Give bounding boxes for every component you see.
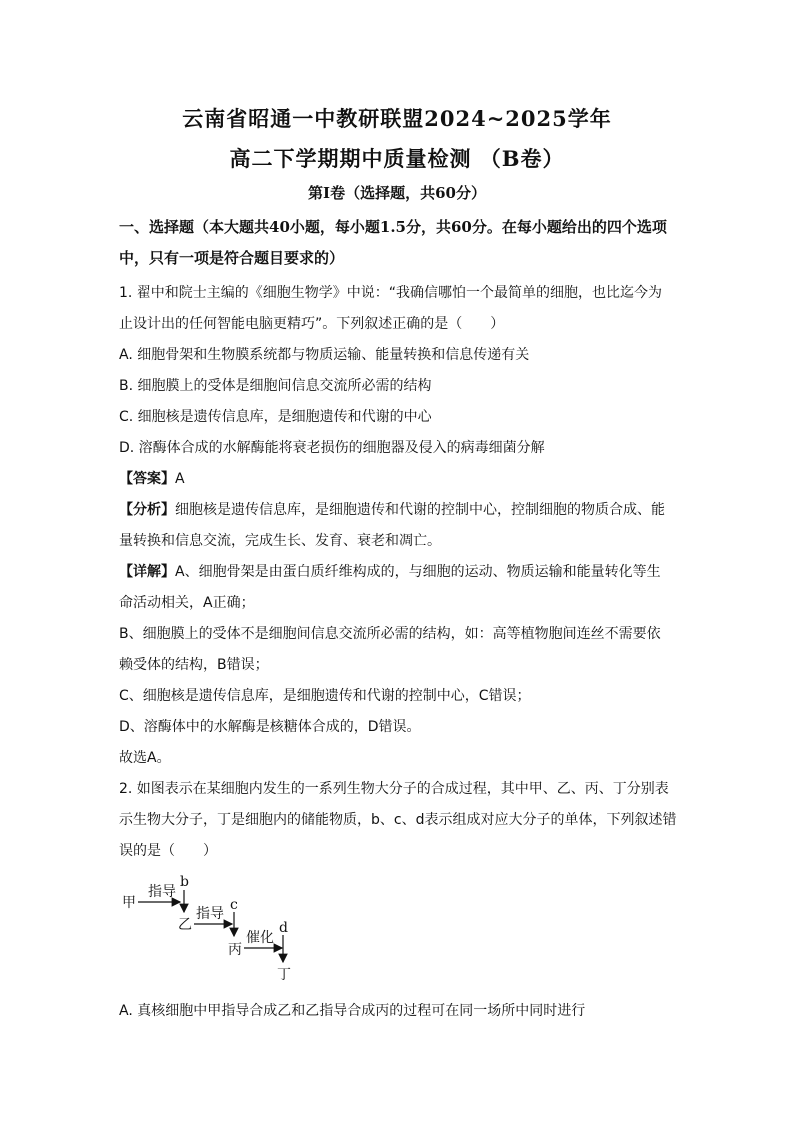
q2-option-a: A. 真核细胞中甲指导合成乙和乙指导合成丙的过程可在同一场所中同时进行 bbox=[119, 1003, 586, 1019]
node-jia: 甲 bbox=[122, 895, 136, 911]
q1-detail-line2: 命活动相关，A正确； bbox=[119, 595, 255, 611]
q1-option-c: C. 细胞核是遗传信息库，是细胞遗传和代谢的中心 bbox=[119, 409, 432, 425]
analysis-label: 【分析】 bbox=[119, 502, 175, 518]
answer-value: A bbox=[175, 471, 185, 487]
q1-answer bbox=[119, 468, 185, 488]
q1-detail-line5: C、细胞核是遗传信息库，是细胞遗传和代谢的控制中心，C错误； bbox=[119, 688, 531, 704]
q1-detail-line4: 赖受体的结构，B错误； bbox=[119, 657, 269, 673]
document-title: 云南省昭通一中教研联盟2024~2025学年 bbox=[182, 106, 612, 131]
q1-detail-line3: B、细胞膜上的受体不是细胞间信息交流所必需的结构，如：高等植物胞间连丝不需要依 bbox=[119, 626, 661, 642]
q1-stem-line2: 止设计出的任何智能电脑更精巧”。下列叙述正确的是（ ） bbox=[119, 316, 505, 332]
analysis-text: 细胞核是遗传信息库，是细胞遗传和代谢的控制中心，控制细胞的物质合成、能 bbox=[175, 502, 665, 518]
q2-stem-line2: 示生物大分子，丁是细胞内的储能物质，b、c、d表示组成对应大分子的单体，下列叙述错 bbox=[119, 812, 677, 828]
q1-analysis-line1 bbox=[119, 499, 665, 519]
section-label: 第Ⅰ卷（选择题，共60分） bbox=[308, 184, 486, 202]
node-yi: 乙 bbox=[178, 917, 192, 933]
monomer-b: b bbox=[180, 874, 189, 890]
monomer-d: d bbox=[279, 920, 288, 936]
q1-option-b: B. 细胞膜上的受体是细胞间信息交流所必需的结构 bbox=[119, 378, 432, 394]
q1-detail-line1 bbox=[119, 561, 661, 581]
label-guide-2: 指导 bbox=[196, 906, 224, 922]
synthesis-flow-diagram bbox=[122, 872, 322, 982]
q1-detail-line6: D、溶酶体中的水解酶是核糖体合成的，D错误。 bbox=[119, 719, 421, 735]
q1-analysis-line2: 量转换和信息交流，完成生长、发育、衰老和凋亡。 bbox=[119, 533, 441, 549]
q1-conclusion: 故选A。 bbox=[119, 750, 171, 766]
q2-stem-line1: 2. 如图表示在某细胞内发生的一系列生物大分子的合成过程，其中甲、乙、丙、丁分别表 bbox=[119, 781, 669, 797]
section-heading: 一、选择题（本大题共40小题，每小题1.5分，共60分。在每小题给出的四个选项中，只有一项是符合题目要求的） bbox=[119, 218, 667, 267]
node-ding: 丁 bbox=[277, 967, 291, 982]
answer-label: 【答案】 bbox=[119, 471, 175, 487]
label-guide-1: 指导 bbox=[148, 884, 176, 900]
label-catalyze: 催化 bbox=[246, 930, 274, 946]
q1-stem-line1: 1. 翟中和院士主编的《细胞生物学》中说：“我确信哪怕一个最简单的细胞，也比迄今为 bbox=[119, 285, 663, 301]
node-bing: 丙 bbox=[228, 942, 242, 958]
detail-label: 【详解】 bbox=[119, 564, 175, 580]
document-subtitle: 高二下学期期中质量检测 （B卷） bbox=[229, 146, 565, 171]
q2-stem-line3: 误的是（ ） bbox=[119, 843, 217, 859]
monomer-c: c bbox=[230, 897, 238, 913]
q1-option-d: D. 溶酶体合成的水解酶能将衰老损伤的细胞器及侵入的病毒细菌分解 bbox=[119, 440, 545, 456]
detail-text: A、细胞骨架是由蛋白质纤维构成的，与细胞的运动、物质运输和能量转化等生 bbox=[175, 564, 661, 580]
q1-option-a: A. 细胞骨架和生物膜系统都与物质运输、能量转换和信息传递有关 bbox=[119, 347, 530, 363]
